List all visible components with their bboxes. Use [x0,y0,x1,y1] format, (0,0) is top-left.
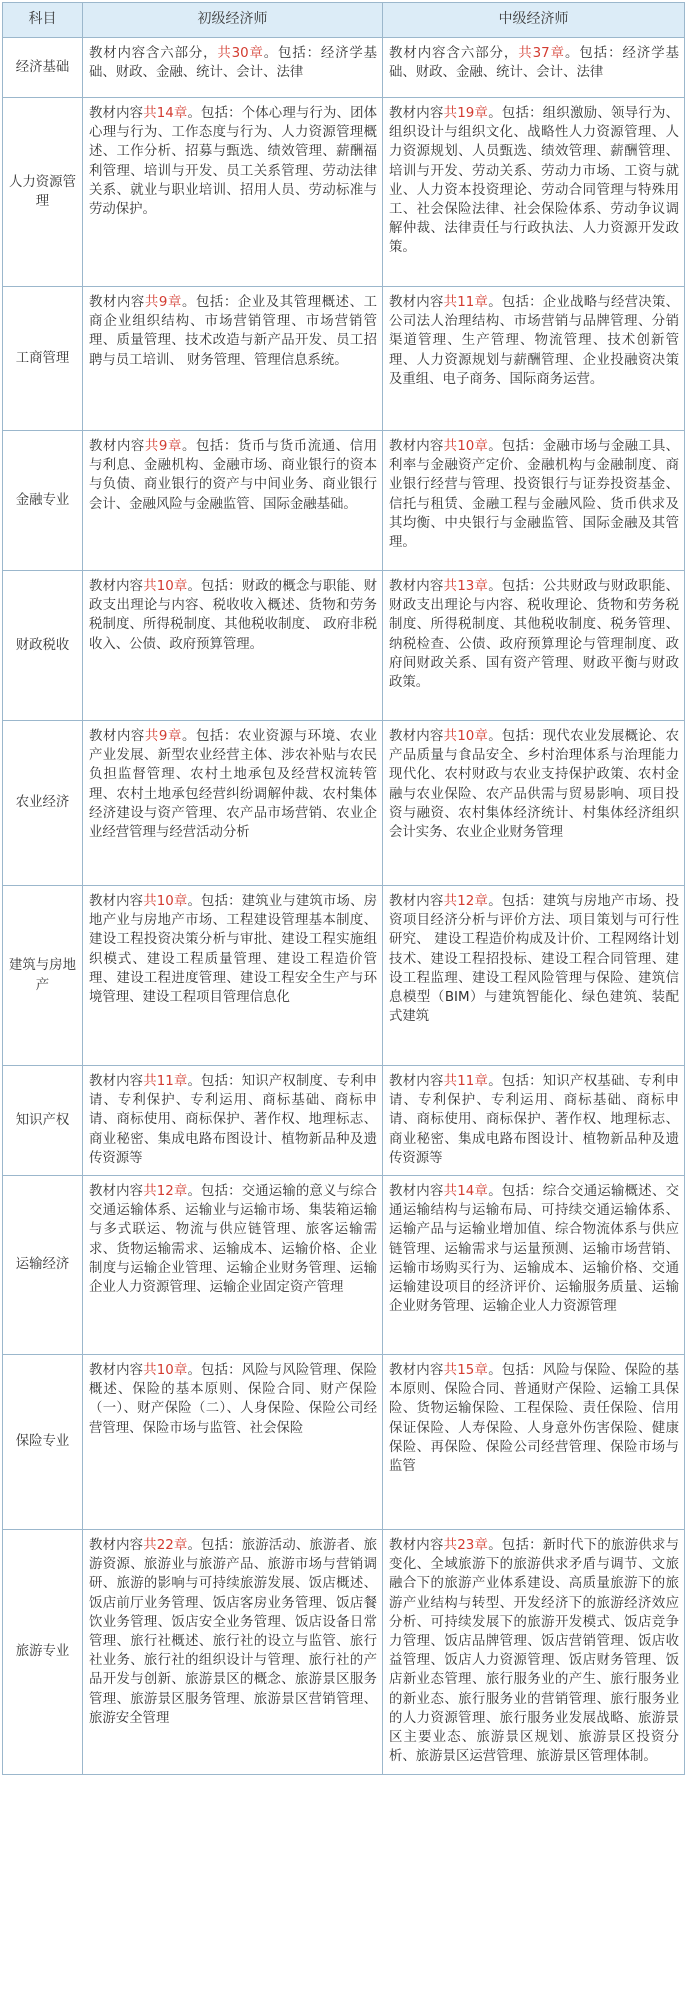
junior-content [83,721,383,886]
row-subject: 建筑与房地产 [3,886,83,1066]
table-row [3,287,685,431]
chapter-count: 共14章 [443,1184,489,1199]
chapter-count: 共12章 [443,894,489,909]
chapter-count: 共11章 [143,1074,188,1089]
junior-content [83,1176,383,1355]
junior-content [83,571,383,721]
content-post: 。包括：知识产权基础、专利申请、专利保护、专利运用、商标基础、商标申请、商标使用、商标保护、著作权、地理标志、商业秘密、集成电路布图设计、植物新品种及遗传资源等 [389,1074,679,1166]
chapter-count: 共23章 [443,1538,489,1553]
junior-content [83,287,383,431]
junior-content [83,38,383,98]
content-pre: 教材内容 [389,439,444,454]
intermediate-content [383,38,685,98]
intermediate-content [383,1176,685,1355]
row-subject: 运输经济 [3,1176,83,1355]
header-subject: 科目 [3,3,83,38]
comparison-table [2,2,685,1775]
junior-content [83,1066,383,1176]
header-intermediate: 中级经济师 [383,3,685,38]
content-pre: 教材内容 [89,1363,144,1378]
content-pre: 教材内容 [389,579,444,594]
content-post: 。包括：货币与货币流通、信用与利息、金融机构、金融市场、商业银行的资本与负债、商业银行的资产与中间业务、商业银行会计、金融风险与金融监管、国际金融基础。 [89,439,378,512]
content-post: 。包括：建筑业与建筑市场、房地产业与房地产市场、工程建设管理基本制度、建设工程投资决策分析与审批、建设工程实施组织模式、建设工程质量管理、建设工程造价管理、建设工程进度管理、建设工程安全生产与环境管理、建设工程项目管理信息化 [89,894,378,1006]
junior-content [83,1355,383,1530]
content-pre: 教材内容 [89,729,145,744]
chapter-count: 共9章 [144,295,182,310]
junior-content [83,98,383,287]
table-row [3,886,685,1066]
chapter-count: 共19章 [443,106,489,121]
content-post: 。包括：农业资源与环境、农业产业发展、新型农业经营主体、涉农补贴与农民负担监督管理、农村土地承包及经营权流转管理、农村土地承包经营纠纷调解仲裁、农村集体经济建设与资产管理、农产品市场营销、农业企业经营管理与经营活动分析 [89,729,378,841]
content-pre: 教材内容 [389,729,444,744]
header-junior: 初级经济师 [83,3,383,38]
table-body [3,38,685,1775]
content-post: 。包括：知识产权制度、专利申请、专利保护、专利运用、商标基础、商标申请、商标使用、商标保护、著作权、地理标志、商业秘密、集成电路布图设计、植物新品种及遗传资源等 [89,1074,378,1166]
chapter-count: 共15章 [443,1363,489,1378]
content-post: 。包括：交通运输的意义与综合交通运输体系、运输业与运输市场、集装箱运输与多式联运、物流与供应链管理、旅客运输需求、货物运输需求、运输成本、运输价格、企业制度与运输企业管理、运输企业财务管理、运输企业人力资源管理、运输企业固定资产管理 [89,1184,378,1296]
content-pre: 教材内容 [89,1184,144,1199]
chapter-count: 共10章 [143,579,188,594]
chapter-count: 共11章 [443,295,489,310]
content-post: 。包括：企业及其管理概述、工商企业组织结构、市场营销管理、市场营销管理、质量管理、技术改造与新产品开发、员工招聘与员工培训、 财务管理、管理信息系统。 [89,295,378,368]
junior-content [83,1530,383,1775]
content-post: 。包括：组织激励、领导行为、组织设计与组织文化、战略性人力资源管理、人力资源规划、人员甄选、绩效管理、薪酬管理、培训与开发、劳动关系、劳动力市场、工资与就业、人力资本投资理论、劳动合同管理与特殊用工、社会保险法律、社会保险体系、劳动争议调解仲裁、法律责任与行政执法、人力资源开发政策。 [389,106,679,256]
content-post: 。包括：企业战略与经营决策、公司法人治理结构、市场营销与品牌管理、分销渠道管理、生产管理、物流管理、技术创新管理、人力资源规划与薪酬管理、企业投融资决策及重组、电子商务、国际商务运营。 [389,295,679,387]
table-row [3,1176,685,1355]
content-post: 。包括：个体心理与行为、团体心理与行为、工作态度与行为、人力资源管理概述、工作分析、招募与甄选、绩效管理、薪酬福利管理、培训与开发、员工关系管理、劳动法律关系、就业与职业培训、招用人员、劳动标准与劳动保护。 [89,106,378,218]
content-pre: 教材内容 [389,106,444,121]
table-row [3,1355,685,1530]
table-row [3,431,685,571]
intermediate-content [383,1066,685,1176]
row-subject: 财政税收 [3,571,83,721]
content-post: 。包括：风险与风险管理、保险概述、保险的基本原则、保险合同、财产保险（一）、财产保险（二）、人身保险、保险公司经营管理、保险市场与监管、社会保险 [89,1363,378,1436]
content-pre: 教材内容 [389,1363,444,1378]
row-subject: 金融专业 [3,431,83,571]
table-row [3,1066,685,1176]
chapter-count: 共12章 [143,1184,188,1199]
content-post: 。包括：财政的概念与职能、财政支出理论与内容、税收收入概述、货物和劳务税制度、所得税制度、其他税收制度、 政府非税收入、公债、政府预算管理。 [89,579,378,652]
junior-content [83,431,383,571]
content-pre: 教材内容 [389,295,444,310]
intermediate-content [383,1355,685,1530]
row-subject: 旅游专业 [3,1530,83,1775]
chapter-count: 共30章 [217,46,264,61]
table-row [3,98,685,287]
intermediate-content [383,886,685,1066]
row-subject: 人力资源管理 [3,98,83,287]
chapter-count: 共9章 [144,729,182,744]
header-row [3,3,685,38]
table-row [3,571,685,721]
intermediate-content [383,1530,685,1775]
content-pre: 教材内容 [89,295,145,310]
chapter-count: 共37章 [518,46,566,61]
table-row [3,38,685,98]
chapter-count: 共14章 [143,106,188,121]
row-subject: 农业经济 [3,721,83,886]
row-subject: 工商管理 [3,287,83,431]
chapter-count: 共9章 [144,439,182,454]
content-post: 。包括：经济学基础、财政、金融、统计、会计、法律 [389,46,679,81]
chapter-count: 共10章 [143,1363,188,1378]
chapter-count: 共10章 [443,729,489,744]
row-subject: 经济基础 [3,38,83,98]
chapter-count: 共10章 [443,439,489,454]
content-pre: 教材内容 [389,1184,444,1199]
content-pre: 教材内容 [389,894,444,909]
content-post: 。包括：风险与保险、保险的基本原则、保险合同、普通财产保险、运输工具保险、货物运输保险、工程保险、责任保险、信用保证保险、人寿保险、人身意外伤害保险、健康保险、再保险、保险公司经营管理、保险市场与监管 [389,1363,679,1475]
chapter-count: 共22章 [143,1538,188,1553]
content-post: 。包括：建筑与房地产市场、投资项目经济分析与评价方法、项目策划与可行性研究、 建设工程造价构成及计价、工程网络计划技术、建设工程招投标、建设工程合同管理、建设工程监理、建设工程风险管理与保险、建筑信息模型（BIM）与建筑智能化、绿色建筑、装配式建筑 [389,894,679,1025]
content-pre: 教材内容 [89,579,144,594]
chapter-count: 共13章 [443,579,489,594]
content-post: 。包括：综合交通运输概述、交通运输结构与运输布局、可持续交通运输体系、运输产品与运输业增加值、综合物流体系与供应链管理、运输需求与运量预测、运输市场营销、运输市场购买行为、运输成本、运输价格、交通运输建设项目的经济评价、运输服务质量、运输企业财务管理、运输企业人力资源管理 [389,1184,679,1315]
content-pre: 教材内容含六部分， [89,46,218,61]
content-post: 。包括：经济学基础、财政、金融、统计、会计、法律 [89,46,378,81]
content-post: 。包括：新时代下的旅游供求与变化、全域旅游下的旅游供求矛盾与调节、文旅融合下的旅游产业体系建设、高质量旅游下的旅游产业结构与转型、开发经济下的旅游经济效应分析、可持续发展下的旅游开发模式、饭店竞争力管理、饭店品牌管理、饭店营销管理、饭店收益管理、饭店人力资源管理、饭店财务管理、饭店新业态管理、旅行服务业的产生、旅行服务业的新业态、旅行服务业的营销管理、旅行服务业的人力资源管理、旅行服务业发展战略、旅游景区主要业态、旅游景区规划、旅游景区投资分析、旅游景区运营管理、旅游景区管理体制。 [389,1538,679,1765]
chapter-count: 共11章 [443,1074,489,1089]
content-post: 。包括：旅游活动、旅游者、旅游资源、旅游业与旅游产品、旅游市场与营销调研、旅游的影响与可持续旅游发展、饭店概述、饭店前厅业务管理、饭店客房业务管理、饭店餐饮业务管理、饭店安全业务管理、饭店设备日常管理、旅行社概述、旅行社的设立与监管、旅行社业务、旅行社的组织设计与管理、旅行社的产品开发与创新、旅游景区的概念、旅游景区服务管理、旅游景区服务管理、旅游景区营销管理、旅游安全管理 [89,1538,378,1726]
content-pre: 教材内容 [89,1538,144,1553]
intermediate-content [383,571,685,721]
content-post: 。包括：现代农业发展概论、农产品质量与食品安全、乡村治理体系与治理能力现代化、农村财政与农业支持保护政策、农村金融与农业保险、农产品供需与贸易影响、项目投资与融资、农村集体经济统计、村集体经济组织会计实务、农业企业财务管理 [389,729,679,841]
table-row [3,1530,685,1775]
table-row [3,721,685,886]
intermediate-content [383,287,685,431]
content-pre: 教材内容 [389,1074,444,1089]
chapter-count: 共10章 [143,894,188,909]
content-pre: 教材内容 [89,1074,144,1089]
content-pre: 教材内容 [89,439,145,454]
content-pre: 教材内容 [89,894,144,909]
content-post: 。包括：金融市场与金融工具、利率与金融资产定价、金融机构与金融制度、商业银行经营与管理、投资银行与证券投资基金、信托与租赁、金融工程与金融风险、货币供求及其均衡、中央银行与金融监管、国际金融及其管理。 [389,439,679,551]
intermediate-content [383,98,685,287]
row-subject: 保险专业 [3,1355,83,1530]
content-pre: 教材内容 [89,106,144,121]
content-post: 。包括：公共财政与财政职能、财政支出理论与内容、税收理论、货物和劳务税制度、所得税制度、其他税收制度、税务管理、纳税检查、公债、政府预算理论与管理制度、政府间财政关系、国有资产管理、财政平衡与财政政策。 [389,579,679,691]
intermediate-content [383,431,685,571]
intermediate-content [383,721,685,886]
junior-content [83,886,383,1066]
content-pre: 教材内容含六部分， [389,46,519,61]
content-pre: 教材内容 [389,1538,444,1553]
row-subject: 知识产权 [3,1066,83,1176]
